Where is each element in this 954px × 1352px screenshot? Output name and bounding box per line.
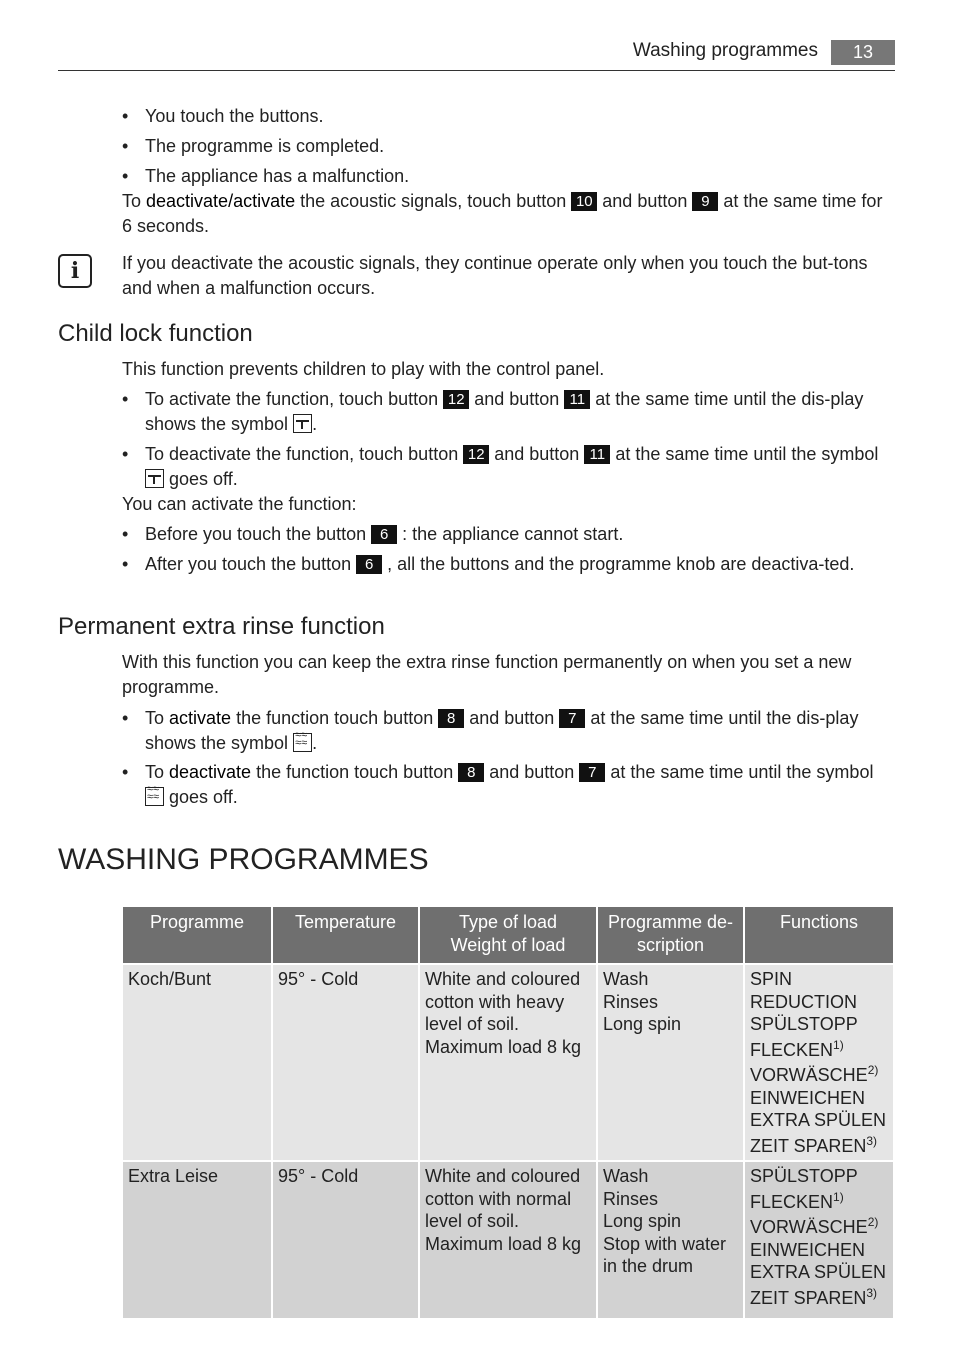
footnote-ref: 2): [867, 1215, 879, 1229]
footnote-ref: 1): [833, 1037, 844, 1052]
extra-rinse-icon: [293, 733, 312, 752]
bullet-text: [145, 522, 894, 547]
text-run: and button: [464, 708, 560, 728]
text-run: To: [145, 708, 170, 728]
table-header-row: [123, 907, 893, 963]
bullet-dot: •: [122, 389, 129, 409]
cell-load: [420, 1162, 596, 1318]
col-header-temperature: Temperature: [273, 907, 418, 963]
emphasis-text: activate: [169, 708, 232, 728]
function-name: SPIN REDUCTION: [750, 969, 857, 1012]
bullet-item: [122, 164, 894, 189]
function-item: [750, 1261, 889, 1284]
button-ref-11: 11: [584, 445, 610, 464]
function-item: [750, 1135, 889, 1158]
col-header-load: [420, 907, 596, 963]
bullet-item: [122, 760, 894, 810]
footnote-ref: 3): [866, 1133, 878, 1148]
acoustic-signals-paragraph: [122, 189, 894, 239]
extra-rinse-intro: With this function you can keep the extra rinse function permanently on when you set a new programme.: [122, 652, 852, 697]
function-item: [750, 1216, 889, 1239]
cell-line: level of soil.: [425, 1014, 520, 1034]
cell-temperature: 95° - Cold: [273, 965, 418, 1160]
function-name: EXTRA SPÜLEN: [750, 1110, 887, 1130]
cell-line: Rinses: [603, 991, 659, 1012]
function-name: EINWEICHEN: [750, 1087, 866, 1108]
function-item: [750, 1287, 889, 1310]
emphasis-text: deactivate/activate: [146, 191, 296, 211]
text-run: goes off.: [164, 787, 238, 807]
bullet-text: You touch the buttons.: [145, 106, 324, 126]
function-item: [750, 1064, 889, 1087]
function-name: VORWÄSCHE: [750, 1217, 868, 1237]
button-ref-11: 11: [564, 390, 590, 409]
footnote-ref: 1): [833, 1189, 844, 1204]
bullet-text: The appliance has a malfunction.: [145, 166, 410, 186]
function-item: [750, 1109, 889, 1132]
bullet-text: The programme is completed.: [145, 136, 385, 156]
footnote-ref: 2): [867, 1063, 879, 1077]
button-ref-8: 8: [458, 763, 484, 782]
bullet-dot: •: [122, 106, 129, 126]
cell-line: level of soil.: [425, 1211, 520, 1231]
button-ref-8: 8: [438, 709, 464, 728]
button-ref-6: 6: [371, 525, 397, 544]
text-run: To: [122, 191, 147, 211]
cell-line: in the drum: [603, 1256, 694, 1276]
col-header-programme: Programme: [123, 907, 271, 963]
header-line: Type of load: [458, 912, 558, 932]
cell-description: [598, 965, 743, 1160]
cell-line: White and coloured: [425, 969, 581, 989]
button-ref-7: 7: [559, 709, 585, 728]
col-header-functions: Functions: [745, 907, 893, 963]
cell-line: Long spin: [603, 1014, 682, 1034]
section-heading-extra-rinse: Permanent extra rinse function: [58, 613, 385, 640]
bullet-dot: •: [122, 554, 129, 574]
bullet-text: [145, 442, 894, 492]
cell-functions: [745, 1162, 893, 1318]
info-icon: i: [58, 254, 92, 288]
bullet-dot: •: [122, 444, 129, 464]
function-name: SPÜLSTOPP: [750, 1166, 858, 1186]
table-row: [123, 965, 893, 1160]
header-divider: [58, 70, 895, 71]
function-name: ZEIT SPAREN: [750, 1287, 867, 1308]
function-name: SPÜLSTOPP: [750, 1014, 858, 1034]
bullet-item: [122, 387, 894, 437]
bullet-dot: •: [122, 524, 129, 544]
bullet-item: [122, 522, 894, 547]
bullet-dot: •: [122, 762, 129, 782]
cell-line: Maximum load 8 kg: [425, 1036, 582, 1057]
text-run: and button: [597, 191, 693, 211]
col-header-description: [598, 907, 743, 963]
page-number: 13: [831, 40, 895, 65]
cell-temperature: 95° - Cold: [273, 1162, 418, 1318]
text-run: To deactivate the function, touch button: [145, 444, 464, 464]
bullet-text: [145, 760, 894, 810]
text-run: and button: [469, 389, 565, 409]
function-item: [750, 1087, 889, 1110]
text-run: the acoustic signals, touch button: [295, 191, 572, 211]
function-item: [750, 1191, 889, 1214]
section-heading-child-lock: Child lock function: [58, 320, 253, 347]
text-run: the function touch button: [231, 708, 439, 728]
function-item: [750, 1239, 889, 1262]
text-run: at the same time until the symbol: [610, 444, 879, 464]
button-ref-6: 6: [356, 555, 382, 574]
cell-line: cotton with normal: [425, 1188, 572, 1209]
bullet-item: [122, 706, 894, 756]
child-lock-icon: [293, 414, 312, 433]
bullet-item: [122, 552, 894, 577]
text-run: : the appliance cannot start.: [397, 524, 624, 544]
text-run: goes off.: [164, 469, 238, 489]
bullet-item: [122, 104, 894, 129]
function-item: [750, 1165, 889, 1188]
function-name: FLECKEN: [750, 1191, 834, 1212]
cell-line: Long spin: [603, 1211, 682, 1231]
cell-description: [598, 1162, 743, 1318]
button-ref-7: 7: [579, 763, 605, 782]
chapter-heading: WASHING PROGRAMMES: [58, 843, 429, 876]
bullet-text: [145, 706, 894, 756]
extra-rinse-icon: [145, 787, 164, 806]
cell-functions: [745, 965, 893, 1160]
text-run: .: [312, 733, 318, 753]
emphasis-text: deactivate: [169, 762, 252, 782]
text-run: at the same time until the dis-play shows the symbol: [145, 708, 859, 753]
function-name: VORWÄSCHE: [750, 1065, 868, 1085]
table-row: [123, 1162, 893, 1318]
function-name: EXTRA SPÜLEN: [750, 1262, 887, 1282]
bullet-dot: •: [122, 166, 129, 186]
text-run: at the same time until the symbol: [605, 762, 874, 782]
can-activate-text: You can activate the function:: [122, 494, 357, 514]
header-line: Weight of load: [450, 934, 566, 955]
footnote-ref: 3): [866, 1285, 878, 1300]
function-item: [750, 968, 889, 1013]
child-lock-intro: This function prevents children to play with the control panel.: [122, 359, 605, 379]
button-ref-10: 10: [571, 192, 597, 211]
cell-line: cotton with heavy: [425, 991, 565, 1012]
button-ref-9: 9: [692, 192, 718, 211]
text-run: .: [312, 414, 318, 434]
cell-line: White and coloured: [425, 1166, 581, 1186]
function-name: ZEIT SPAREN: [750, 1135, 867, 1156]
function-name: EINWEICHEN: [750, 1239, 866, 1260]
function-name: FLECKEN: [750, 1039, 834, 1060]
cell-line: Wash: [603, 969, 649, 989]
cell-line: Wash: [603, 1166, 649, 1186]
cell-line: Stop with water: [603, 1233, 727, 1254]
text-run: After you touch the button: [145, 554, 357, 574]
button-ref-12: 12: [463, 445, 489, 464]
cell-programme: Extra Leise: [123, 1162, 271, 1318]
bullet-item: [122, 442, 894, 492]
header-line: scription: [636, 934, 705, 955]
cell-line: Maximum load 8 kg: [425, 1233, 582, 1254]
cell-line: Rinses: [603, 1188, 659, 1209]
bullet-dot: •: [122, 136, 129, 156]
bullet-item: [122, 134, 894, 159]
text-run: and button: [484, 762, 580, 782]
button-ref-12: 12: [443, 390, 469, 409]
bullet-text: [145, 552, 894, 577]
text-run: the function touch button: [251, 762, 459, 782]
child-lock-icon: [145, 469, 164, 488]
text-run: To: [145, 762, 170, 782]
cell-programme: Koch/Bunt: [123, 965, 271, 1160]
text-run: To activate the function, touch button: [145, 389, 444, 409]
text-run: Before you touch the button: [145, 524, 372, 544]
text-run: and button: [489, 444, 585, 464]
text-run: , all the buttons and the programme knob are deactiva-ted.: [382, 554, 855, 574]
info-note-text: If you deactivate the acoustic signals, they continue operate only when you touch the but-tons and when a malfunction occurs.: [122, 253, 868, 298]
header-line: Programme de-: [607, 912, 734, 932]
bullet-text: [145, 387, 894, 437]
bullet-dot: •: [122, 708, 129, 728]
text-run: at the same time until the dis-play shows the symbol: [145, 389, 864, 434]
cell-load: [420, 965, 596, 1160]
function-item: [750, 1039, 889, 1062]
programmes-table: [121, 905, 895, 1320]
text-run: at the same time for 6 seconds.: [122, 191, 883, 236]
running-header-title: Washing programmes: [632, 40, 818, 61]
function-item: [750, 1013, 889, 1036]
